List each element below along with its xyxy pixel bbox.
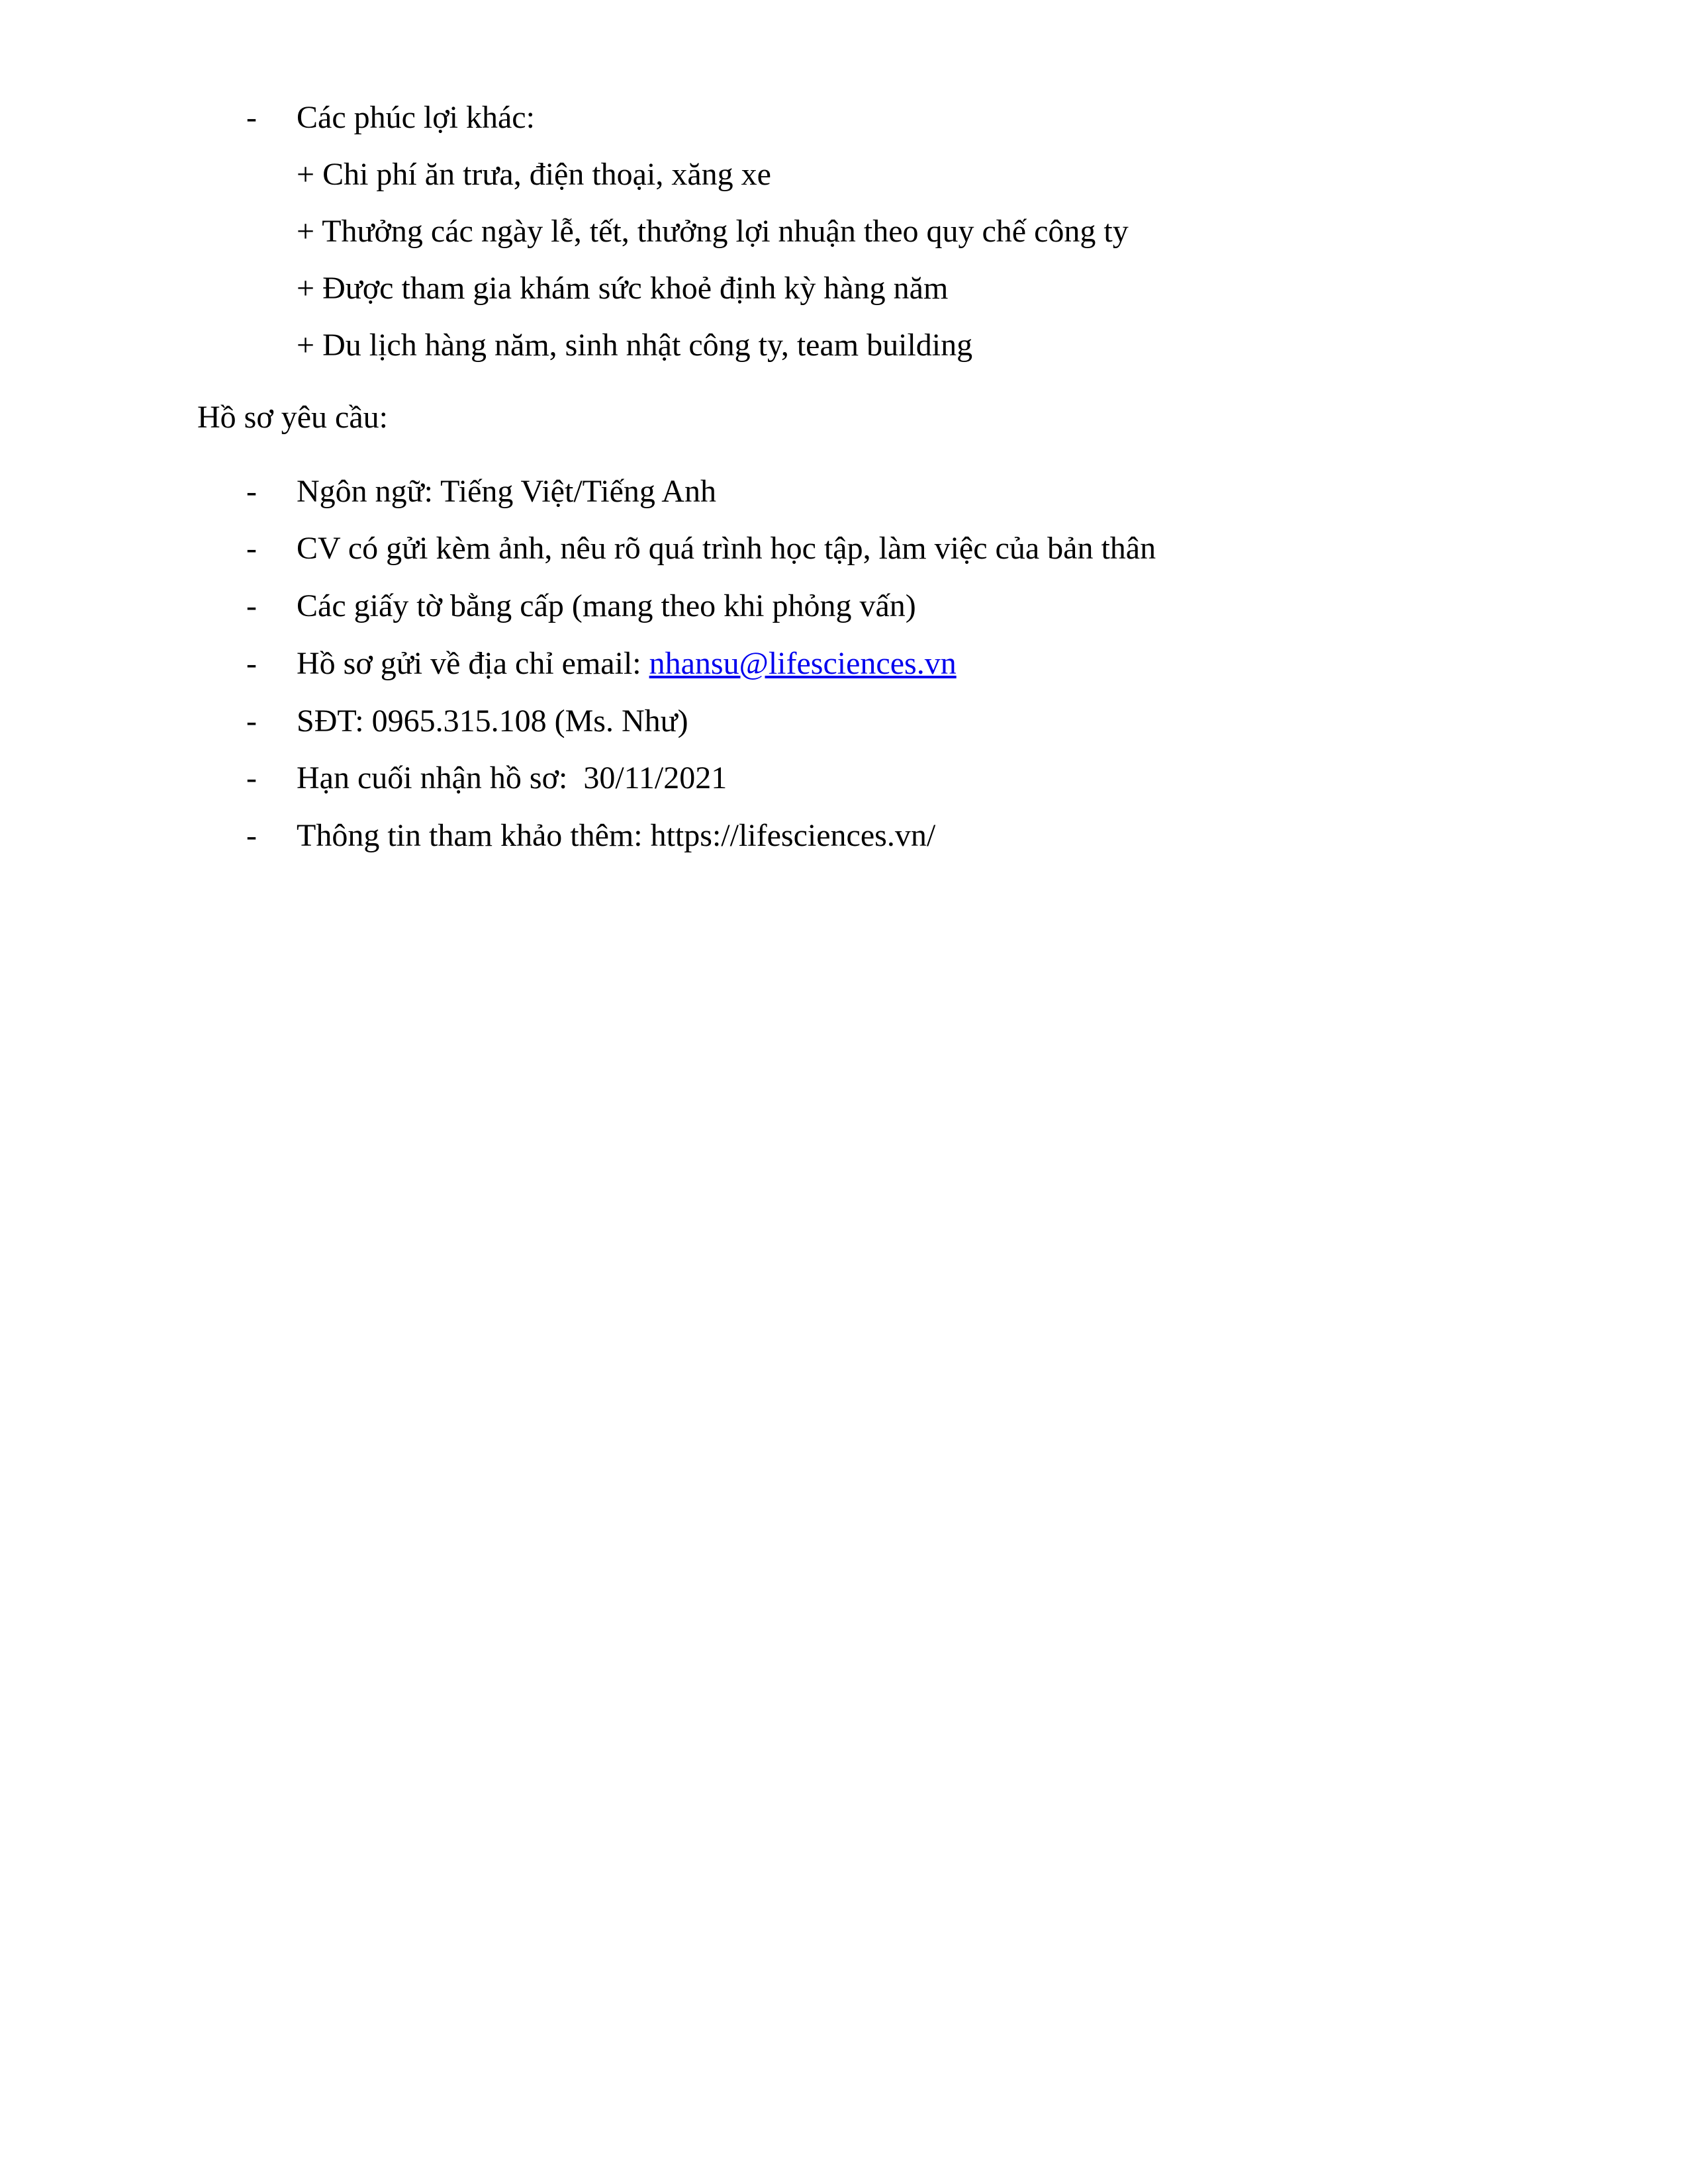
- requirement-item: Hạn cuối nhận hồ sơ: 30/11/2021: [297, 760, 727, 796]
- bullet-dash: -: [246, 818, 257, 853]
- bullet-dash: -: [246, 474, 257, 509]
- bullet-dash: -: [246, 588, 257, 623]
- requirement-item: CV có gửi kèm ảnh, nêu rõ quá trình học tập, làm việc của bản thân: [297, 531, 1156, 566]
- benefit-item: + Thưởng các ngày lễ, tết, thưởng lợi nhuận theo quy chế công ty: [297, 214, 1129, 249]
- email-label: Hồ sơ gửi về địa chỉ email:: [297, 646, 649, 681]
- benefit-item: + Du lịch hàng năm, sinh nhật công ty, team building: [297, 328, 973, 363]
- requirement-item: Các giấy tờ bằng cấp (mang theo khi phỏng vấn): [297, 588, 916, 623]
- requirement-item: SĐT: 0965.315.108 (Ms. Như): [297, 704, 688, 739]
- benefits-title: Các phúc lợi khác:: [297, 100, 535, 135]
- benefit-item: + Chi phí ăn trưa, điện thoại, xăng xe: [297, 157, 771, 192]
- bullet-dash: -: [246, 704, 257, 739]
- bullet-dash: -: [246, 760, 257, 796]
- bullet-dash: -: [246, 531, 257, 566]
- bullet-dash: -: [246, 646, 257, 681]
- requirement-item: Thông tin tham khảo thêm: https://lifesciences.vn/: [297, 818, 936, 853]
- requirements-heading: Hồ sơ yêu cầu:: [197, 400, 388, 435]
- bullet-dash: -: [246, 100, 257, 135]
- email-link[interactable]: nhansu@lifesciences.vn: [649, 646, 957, 681]
- benefit-item: + Được tham gia khám sức khoẻ định kỳ hàng năm: [297, 271, 949, 306]
- requirement-item-email: [297, 645, 957, 682]
- requirement-item: Ngôn ngữ: Tiếng Việt/Tiếng Anh: [297, 474, 716, 509]
